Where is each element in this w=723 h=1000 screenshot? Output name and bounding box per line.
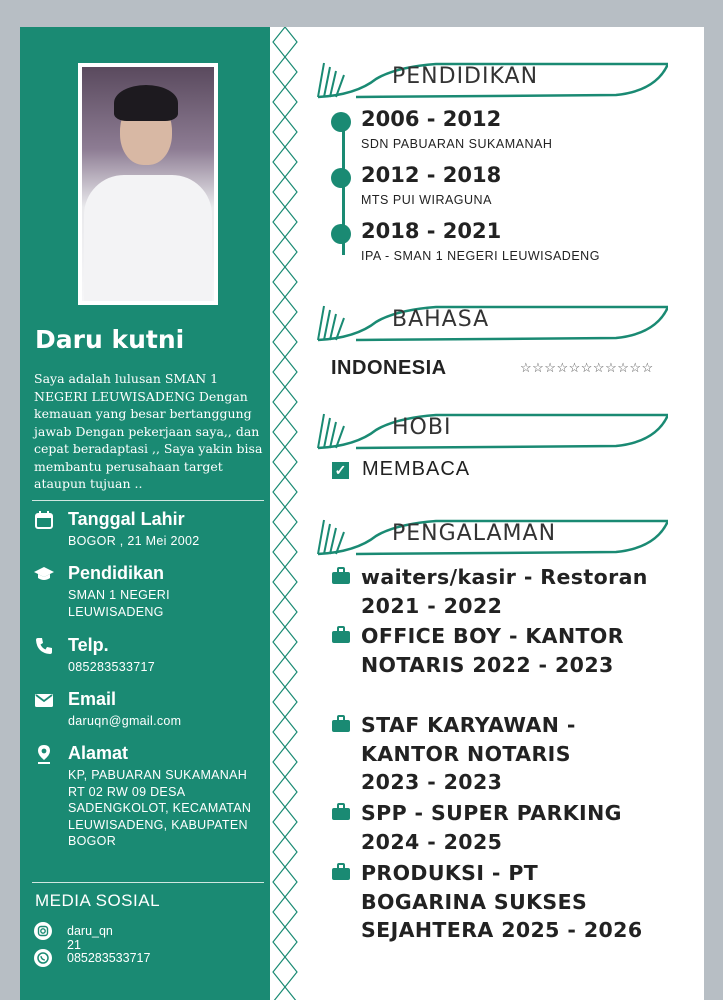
social-media-title: MEDIA SOSIAL [35, 891, 161, 910]
profile-bio: Saya adalah lulusan SMAN 1 NEGERI LEUWISADENG Dengan kemauan yang besar bertanggung jawab Dengan pekerjaan saya,, dan cepat beradaptasi ,, Saya yakin bisa membantu perusahaan target ataupun tujuan .. [34, 371, 263, 491]
email-icon [34, 690, 54, 710]
instagram-icon [34, 922, 52, 940]
info-value: SMAN 1 NEGERI LEUWISADENG [68, 588, 170, 619]
info-value: KP, PABUARAN SUKAMANAH RT 02 RW 09 DESA SADENGKOLOT, KECAMATAN LEUWISADENG, KABUPATEN BOGOR [68, 768, 252, 848]
divider [32, 500, 264, 501]
language-rating-stars: ☆☆☆☆☆☆☆☆☆☆☆ [520, 360, 654, 375]
whatsapp-icon [34, 949, 52, 967]
info-value: 085283533717 [68, 660, 156, 674]
leaf-ornament [316, 302, 668, 342]
info-label: Alamat [68, 743, 129, 763]
whatsapp-number: 085283533717 [67, 951, 151, 965]
section-title: PENGALAMAN [392, 521, 557, 546]
section-header-language [316, 302, 668, 340]
info-value: BOGOR , 21 Mei 2002 [68, 534, 200, 548]
instagram-handle: daru_qn 21 [67, 924, 113, 952]
profile-name: Daru kutni [35, 325, 185, 354]
briefcase-icon [331, 863, 351, 881]
graduation-cap-icon [34, 564, 54, 584]
section-title: BAHASA [392, 307, 490, 332]
info-label: Telp. [68, 635, 109, 655]
section-title: HOBI [392, 415, 452, 440]
education-school: SDN PABUARAN SUKAMANAH [361, 137, 553, 151]
briefcase-icon [331, 803, 351, 821]
info-label: Tanggal Lahir [68, 509, 185, 529]
divider [32, 882, 264, 883]
language-name: INDONESIA [331, 357, 447, 379]
calendar-icon [34, 510, 54, 530]
experience-title: PRODUKSI - PT BOGARINA SUKSES SEJAHTERA 2025 - 2026 [361, 861, 643, 942]
hobby-name: MEMBACA [362, 458, 471, 480]
section-title: PENDIDIKAN [392, 64, 539, 89]
experience-title: OFFICE BOY - KANTOR NOTARIS 2022 - 2023 [361, 624, 624, 677]
info-label: Email [68, 689, 117, 709]
experience-title: STAF KARYAWAN - KANTOR NOTARIS 2023 - 2023 [361, 713, 576, 794]
education-years: 2018 - 2021 [361, 219, 502, 243]
education-school: MTS PUI WIRAGUNA [361, 193, 492, 207]
phone-icon [34, 636, 54, 656]
zigzag-border [270, 27, 300, 1000]
timeline-dot [331, 224, 351, 244]
briefcase-icon [331, 626, 351, 644]
education-years: 2006 - 2012 [361, 107, 502, 131]
timeline-dot [331, 168, 351, 188]
section-header-experience [316, 516, 668, 554]
profile-photo [78, 63, 218, 305]
section-header-hobby [316, 410, 668, 448]
experience-title: SPP - SUPER PARKING 2024 - 2025 [361, 801, 622, 854]
sidebar [20, 27, 270, 1000]
briefcase-icon [331, 567, 351, 585]
timeline-dot [331, 112, 351, 132]
education-years: 2012 - 2018 [361, 163, 502, 187]
checkbox-icon: ✓ [332, 462, 349, 479]
leaf-ornament [316, 410, 668, 450]
resume-page [20, 27, 704, 1000]
education-school: IPA - SMAN 1 NEGERI LEUWISADENG [361, 249, 600, 263]
section-header-education [316, 59, 668, 97]
info-label: Pendidikan [68, 563, 165, 583]
briefcase-icon [331, 715, 351, 733]
experience-title: waiters/kasir - Restoran 2021 - 2022 [361, 565, 648, 618]
location-pin-icon [34, 744, 54, 764]
info-value: daruqn@gmail.com [68, 714, 182, 728]
